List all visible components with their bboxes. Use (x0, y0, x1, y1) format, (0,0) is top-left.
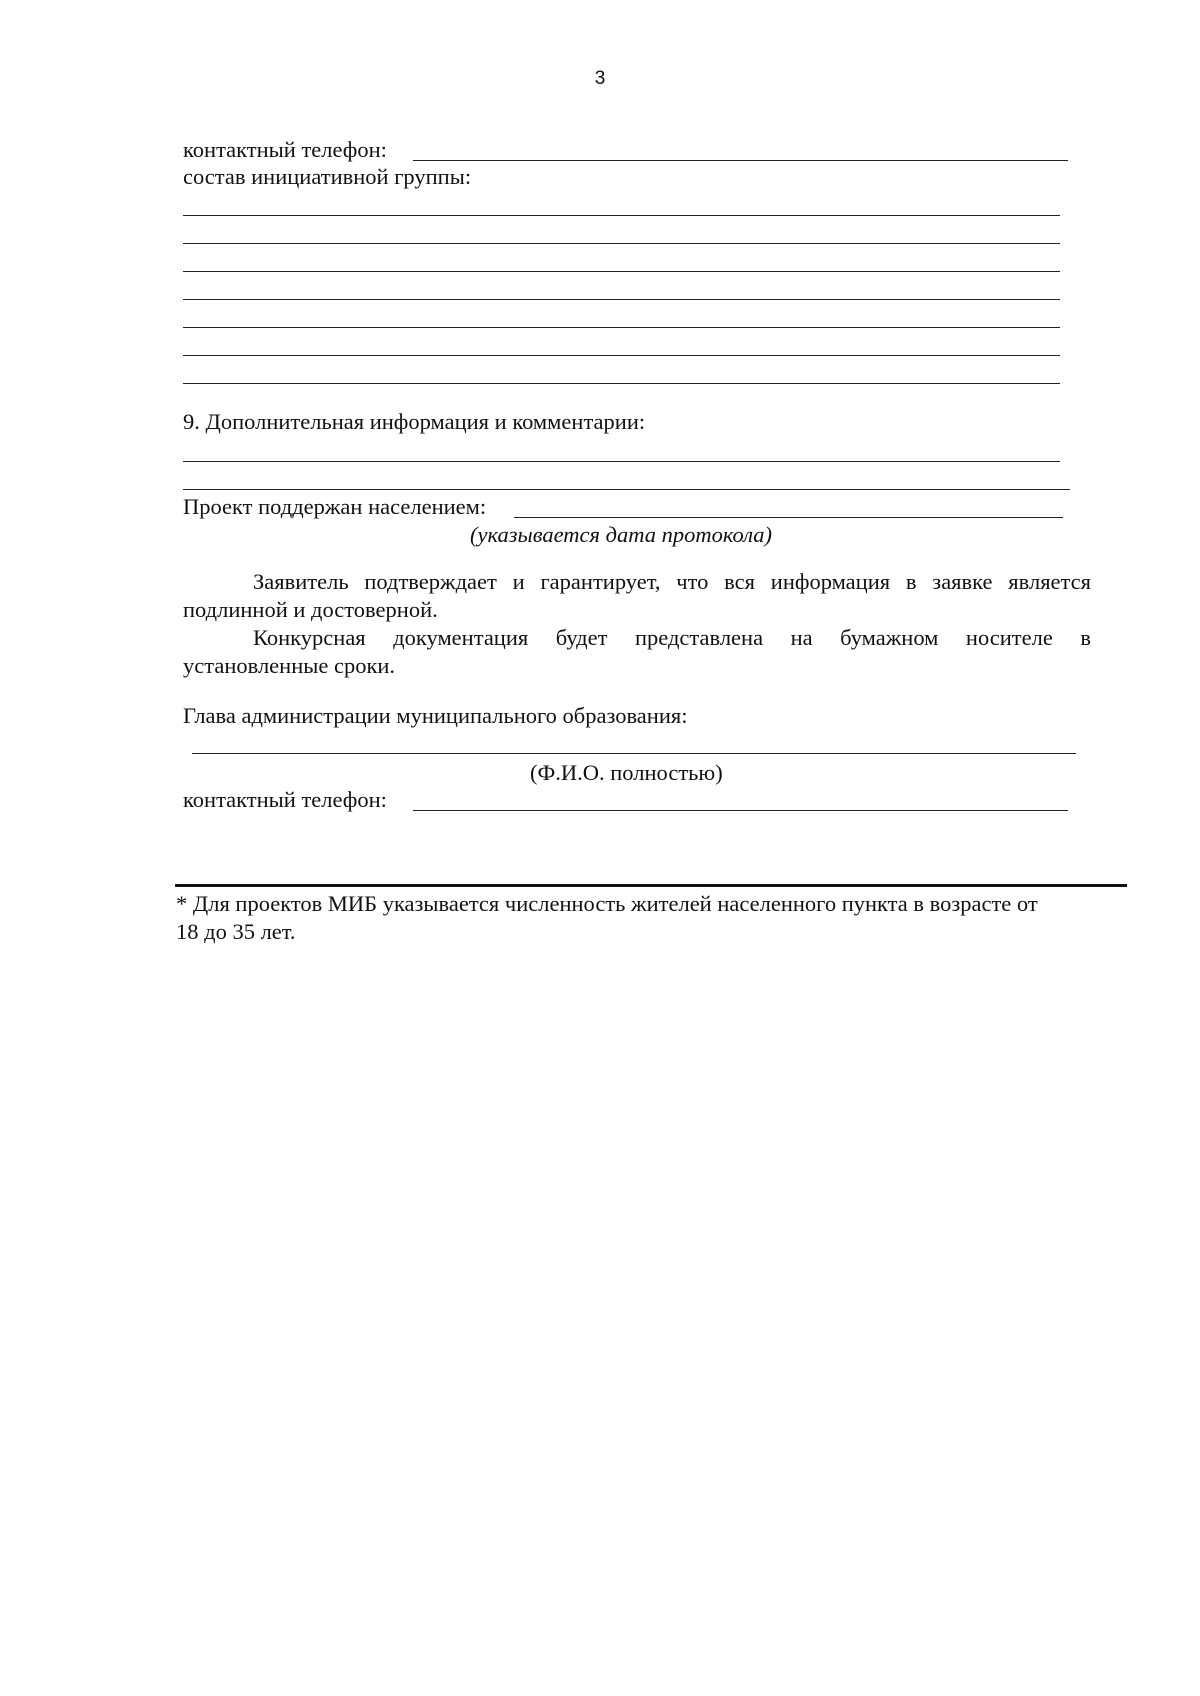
contact-phone-label: контактный телефон: (183, 137, 387, 162)
group-line-5[interactable] (183, 327, 1060, 328)
declaration-p1-line1: Заявитель подтверждает и гарантирует, что вся информация в заявке является (253, 569, 1091, 594)
page-number: 3 (594, 68, 606, 89)
group-line-4[interactable] (183, 299, 1060, 300)
group-composition-label: состав инициативной группы: (183, 164, 472, 189)
group-line-1[interactable] (183, 215, 1060, 216)
head-name-field[interactable] (192, 753, 1076, 754)
declaration-p1-line2: подлинной и достоверной. (183, 597, 438, 622)
comments-line-1[interactable] (183, 461, 1060, 462)
declaration-p2-line2: установленные сроки. (183, 653, 396, 678)
footnote-separator (175, 884, 1127, 887)
head-contact-phone-field[interactable] (413, 810, 1068, 811)
group-line-3[interactable] (183, 271, 1060, 272)
fio-hint: (Ф.И.О. полностью) (530, 760, 723, 785)
head-of-administration-label: Глава администрации муниципального образования: (183, 703, 688, 728)
footnote-line-2: 18 до 35 лет. (176, 919, 296, 944)
group-line-6[interactable] (183, 355, 1060, 356)
declaration-paragraph-2 (183, 624, 1091, 680)
comments-line-2[interactable] (183, 489, 1070, 490)
protocol-date-field[interactable] (514, 517, 1063, 518)
protocol-date-hint: (указывается дата протокола) (470, 522, 773, 547)
declaration-p2-line1: Конкурсная документация будет представлена на бумажном носителе в (253, 625, 1091, 650)
head-contact-phone-label: контактный телефон: (183, 787, 387, 812)
declaration-paragraph-1 (183, 568, 1091, 624)
group-line-7[interactable] (183, 383, 1060, 384)
footnote-line-1: * Для проектов МИБ указывается численность жителей населенного пункта в возрасте от (176, 891, 1038, 916)
section-9-heading: 9. Дополнительная информация и комментарии: (183, 409, 646, 434)
group-line-2[interactable] (183, 243, 1060, 244)
project-supported-label: Проект поддержан населением: (183, 494, 487, 519)
contact-phone-field[interactable] (413, 160, 1068, 161)
